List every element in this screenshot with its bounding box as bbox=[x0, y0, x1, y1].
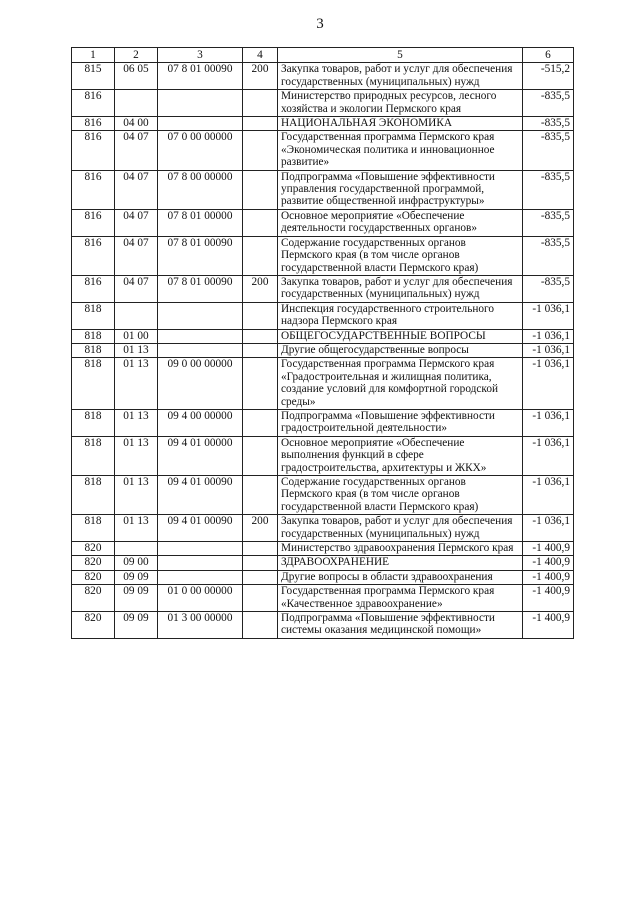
cell-expense-type bbox=[243, 236, 278, 275]
cell-account-code: 816 bbox=[72, 209, 115, 236]
cell-description: Подпрограмма «Повышение эффективности градостроительной деятельности» bbox=[278, 409, 523, 436]
cell-description: НАЦИОНАЛЬНАЯ ЭКОНОМИКА bbox=[278, 117, 523, 131]
cell-expense-type bbox=[243, 343, 278, 357]
cell-account-code: 820 bbox=[72, 612, 115, 639]
cell-section-code: 01 13 bbox=[115, 476, 158, 515]
cell-section-code: 06 05 bbox=[115, 63, 158, 90]
cell-description: Другие вопросы в области здравоохранения bbox=[278, 570, 523, 584]
cell-description: Закупка товаров, работ и услуг для обеспечения государственных (муниципальных) нужд bbox=[278, 515, 523, 542]
cell-account-code: 818 bbox=[72, 358, 115, 410]
table-row bbox=[72, 131, 574, 170]
cell-amount: -1 036,1 bbox=[523, 343, 574, 357]
cell-description: Основное мероприятие «Обеспечение выполнения функций в сфере градостроительства, архитектуры и ЖКХ» bbox=[278, 436, 523, 475]
cell-amount: -1 400,9 bbox=[523, 570, 574, 584]
cell-account-code: 820 bbox=[72, 585, 115, 612]
cell-expense-type bbox=[243, 476, 278, 515]
table-row bbox=[72, 612, 574, 639]
table-row bbox=[72, 409, 574, 436]
cell-section-code: 04 07 bbox=[115, 236, 158, 275]
cell-target-article: 09 4 01 00090 bbox=[158, 476, 243, 515]
cell-expense-type bbox=[243, 131, 278, 170]
table-row bbox=[72, 170, 574, 209]
header-col-3: 3 bbox=[158, 48, 243, 63]
header-col-5: 5 bbox=[278, 48, 523, 63]
table-row bbox=[72, 90, 574, 117]
table-row bbox=[72, 275, 574, 302]
cell-expense-type bbox=[243, 612, 278, 639]
cell-account-code: 816 bbox=[72, 90, 115, 117]
cell-expense-type bbox=[243, 90, 278, 117]
cell-target-article bbox=[158, 302, 243, 329]
cell-description: ЗДРАВООХРАНЕНИЕ bbox=[278, 556, 523, 570]
cell-target-article bbox=[158, 90, 243, 117]
cell-account-code: 820 bbox=[72, 570, 115, 584]
cell-target-article: 07 8 01 00090 bbox=[158, 275, 243, 302]
cell-section-code: 04 07 bbox=[115, 209, 158, 236]
header-col-1: 1 bbox=[72, 48, 115, 63]
cell-description: Министерство здравоохранения Пермского края bbox=[278, 542, 523, 556]
cell-expense-type bbox=[243, 409, 278, 436]
cell-description: Министерство природных ресурсов, лесного хозяйства и экологии Пермского края bbox=[278, 90, 523, 117]
cell-description: Содержание государственных органов Пермского края (в том числе органов государственной власти Пермского края) bbox=[278, 236, 523, 275]
cell-description: Подпрограмма «Повышение эффективности управления государственной программой, развитие общественной инфраструктуры» bbox=[278, 170, 523, 209]
cell-account-code: 818 bbox=[72, 329, 115, 343]
table-row bbox=[72, 542, 574, 556]
cell-description: Другие общегосударственные вопросы bbox=[278, 343, 523, 357]
cell-amount: -1 036,1 bbox=[523, 358, 574, 410]
table-row bbox=[72, 476, 574, 515]
table-row bbox=[72, 209, 574, 236]
cell-amount: -835,5 bbox=[523, 209, 574, 236]
cell-expense-type bbox=[243, 570, 278, 584]
cell-amount: -835,5 bbox=[523, 90, 574, 117]
cell-amount: -1 400,9 bbox=[523, 585, 574, 612]
cell-amount: -1 036,1 bbox=[523, 515, 574, 542]
table-row bbox=[72, 570, 574, 584]
cell-target-article: 07 0 00 00000 bbox=[158, 131, 243, 170]
header-row bbox=[72, 48, 574, 63]
cell-target-article bbox=[158, 542, 243, 556]
cell-amount: -1 036,1 bbox=[523, 329, 574, 343]
cell-account-code: 816 bbox=[72, 117, 115, 131]
cell-section-code bbox=[115, 302, 158, 329]
table-row bbox=[72, 329, 574, 343]
cell-expense-type: 200 bbox=[243, 275, 278, 302]
header-col-2: 2 bbox=[115, 48, 158, 63]
cell-target-article: 09 4 00 00000 bbox=[158, 409, 243, 436]
cell-account-code: 818 bbox=[72, 515, 115, 542]
cell-section-code: 09 09 bbox=[115, 612, 158, 639]
page-number: 3 bbox=[316, 16, 324, 32]
cell-account-code: 820 bbox=[72, 556, 115, 570]
cell-target-article bbox=[158, 329, 243, 343]
cell-description: Государственная программа Пермского края «Градостроительная и жилищная политика, создание условий для комфортной городской среды» bbox=[278, 358, 523, 410]
cell-section-code: 09 09 bbox=[115, 570, 158, 584]
cell-expense-type bbox=[243, 209, 278, 236]
cell-section-code: 01 13 bbox=[115, 343, 158, 357]
cell-amount: -1 400,9 bbox=[523, 612, 574, 639]
cell-expense-type: 200 bbox=[243, 63, 278, 90]
cell-account-code: 818 bbox=[72, 302, 115, 329]
cell-expense-type bbox=[243, 436, 278, 475]
cell-section-code: 04 00 bbox=[115, 117, 158, 131]
cell-amount: -835,5 bbox=[523, 131, 574, 170]
cell-amount: -1 036,1 bbox=[523, 302, 574, 329]
cell-account-code: 815 bbox=[72, 63, 115, 90]
cell-amount: -1 400,9 bbox=[523, 556, 574, 570]
cell-account-code: 816 bbox=[72, 236, 115, 275]
cell-amount: -835,5 bbox=[523, 170, 574, 209]
table-row bbox=[72, 358, 574, 410]
cell-section-code: 04 07 bbox=[115, 131, 158, 170]
header-col-4: 4 bbox=[243, 48, 278, 63]
cell-description: Инспекция государственного строительного надзора Пермского края bbox=[278, 302, 523, 329]
cell-expense-type: 200 bbox=[243, 515, 278, 542]
cell-amount: -1 036,1 bbox=[523, 409, 574, 436]
cell-target-article bbox=[158, 343, 243, 357]
table-row bbox=[72, 585, 574, 612]
table-row bbox=[72, 515, 574, 542]
budget-table bbox=[71, 47, 574, 639]
cell-account-code: 818 bbox=[72, 476, 115, 515]
table-row bbox=[72, 236, 574, 275]
cell-section-code: 01 13 bbox=[115, 436, 158, 475]
cell-expense-type bbox=[243, 358, 278, 410]
table-row bbox=[72, 556, 574, 570]
cell-account-code: 816 bbox=[72, 170, 115, 209]
cell-account-code: 816 bbox=[72, 275, 115, 302]
cell-target-article: 07 8 00 00000 bbox=[158, 170, 243, 209]
cell-description: Государственная программа Пермского края «Качественное здравоохранение» bbox=[278, 585, 523, 612]
cell-expense-type bbox=[243, 302, 278, 329]
table-row bbox=[72, 63, 574, 90]
cell-description: Содержание государственных органов Пермского края (в том числе органов государственной власти Пермского края) bbox=[278, 476, 523, 515]
cell-target-article bbox=[158, 570, 243, 584]
cell-account-code: 816 bbox=[72, 131, 115, 170]
cell-account-code: 820 bbox=[72, 542, 115, 556]
cell-expense-type bbox=[243, 585, 278, 612]
header-col-6: 6 bbox=[523, 48, 574, 63]
cell-amount: -835,5 bbox=[523, 236, 574, 275]
cell-section-code: 04 07 bbox=[115, 275, 158, 302]
cell-target-article: 07 8 01 00090 bbox=[158, 63, 243, 90]
table-row bbox=[72, 436, 574, 475]
cell-section-code bbox=[115, 90, 158, 117]
cell-expense-type bbox=[243, 117, 278, 131]
cell-target-article: 09 4 01 00000 bbox=[158, 436, 243, 475]
cell-amount: -835,5 bbox=[523, 117, 574, 131]
table-row bbox=[72, 302, 574, 329]
table-row bbox=[72, 343, 574, 357]
cell-expense-type bbox=[243, 329, 278, 343]
cell-amount: -1 036,1 bbox=[523, 436, 574, 475]
cell-expense-type bbox=[243, 170, 278, 209]
cell-section-code: 01 13 bbox=[115, 358, 158, 410]
cell-section-code: 04 07 bbox=[115, 170, 158, 209]
cell-amount: -1 036,1 bbox=[523, 476, 574, 515]
cell-section-code bbox=[115, 542, 158, 556]
cell-target-article bbox=[158, 117, 243, 131]
cell-description: Подпрограмма «Повышение эффективности системы оказания медицинской помощи» bbox=[278, 612, 523, 639]
cell-description: Основное мероприятие «Обеспечение деятельности государственных органов» bbox=[278, 209, 523, 236]
cell-target-article: 07 8 01 00000 bbox=[158, 209, 243, 236]
cell-amount: -1 400,9 bbox=[523, 542, 574, 556]
cell-amount: -835,5 bbox=[523, 275, 574, 302]
cell-description: Государственная программа Пермского края «Экономическая политика и инновационное развитие» bbox=[278, 131, 523, 170]
cell-target-article: 07 8 01 00090 bbox=[158, 236, 243, 275]
cell-amount: -515,2 bbox=[523, 63, 574, 90]
cell-target-article: 09 0 00 00000 bbox=[158, 358, 243, 410]
cell-section-code: 01 13 bbox=[115, 409, 158, 436]
cell-section-code: 01 00 bbox=[115, 329, 158, 343]
cell-section-code: 09 09 bbox=[115, 585, 158, 612]
table-body bbox=[72, 63, 574, 638]
cell-target-article: 01 3 00 00000 bbox=[158, 612, 243, 639]
cell-target-article bbox=[158, 556, 243, 570]
cell-expense-type bbox=[243, 542, 278, 556]
cell-target-article: 01 0 00 00000 bbox=[158, 585, 243, 612]
cell-section-code: 09 00 bbox=[115, 556, 158, 570]
cell-account-code: 818 bbox=[72, 409, 115, 436]
cell-description: ОБЩЕГОСУДАРСТВЕННЫЕ ВОПРОСЫ bbox=[278, 329, 523, 343]
cell-section-code: 01 13 bbox=[115, 515, 158, 542]
table-row bbox=[72, 117, 574, 131]
cell-description: Закупка товаров, работ и услуг для обеспечения государственных (муниципальных) нужд bbox=[278, 275, 523, 302]
cell-expense-type bbox=[243, 556, 278, 570]
table-header bbox=[72, 48, 574, 63]
cell-target-article: 09 4 01 00090 bbox=[158, 515, 243, 542]
cell-description: Закупка товаров, работ и услуг для обеспечения государственных (муниципальных) нужд bbox=[278, 63, 523, 90]
cell-account-code: 818 bbox=[72, 436, 115, 475]
cell-account-code: 818 bbox=[72, 343, 115, 357]
